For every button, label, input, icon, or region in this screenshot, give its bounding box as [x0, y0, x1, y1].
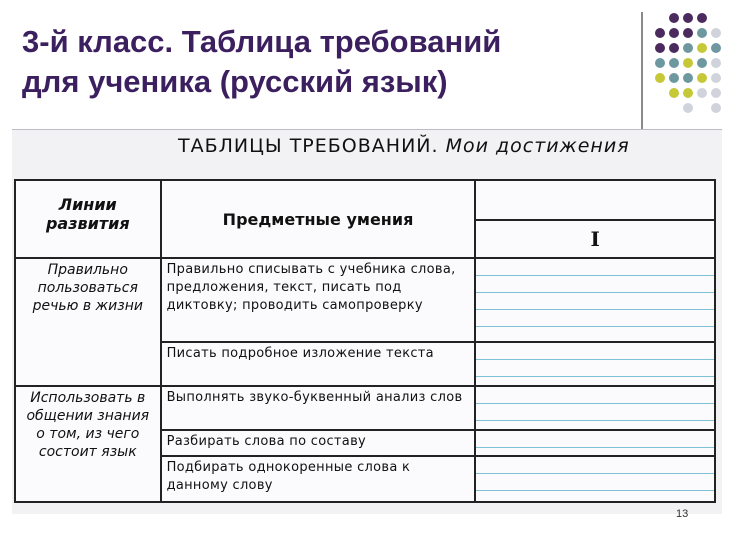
title-line-2: для ученика (русский язык) [22, 64, 448, 99]
decorative-dot [669, 13, 679, 23]
page-number: 13 [676, 508, 689, 520]
decorative-dot [683, 43, 693, 53]
decorative-dot [669, 73, 679, 83]
decorative-dot [697, 58, 707, 68]
skill-cell: Выполнять звуко-буквенный анализ слов [161, 386, 476, 430]
table-heading [178, 135, 630, 157]
table-row [15, 258, 715, 342]
decorative-dot [683, 28, 693, 38]
column-header-skills: Предметные умения [161, 180, 476, 258]
decorative-dot [711, 73, 721, 83]
decorative-dot [683, 73, 693, 83]
table-heading-main: ТАБЛИЦЫ ТРЕБОВАНИЙ. [178, 135, 439, 157]
decorative-dot [711, 103, 721, 113]
decorative-dot-grid [654, 13, 724, 123]
column-header-lines: Линии развития [15, 180, 161, 258]
column-header-roman: I [475, 220, 715, 258]
decorative-dot [655, 43, 665, 53]
decorative-dot [711, 88, 721, 98]
decorative-dot [655, 58, 665, 68]
slide-title [22, 22, 612, 102]
decorative-dot [711, 43, 721, 53]
decorative-dot [669, 43, 679, 53]
skill-cell: Правильно списывать с учебника слова, предложения, текст, писать под диктовку; проводить самопроверку [161, 258, 476, 342]
decorative-dot [697, 88, 707, 98]
decorative-dot [683, 88, 693, 98]
achievement-cell[interactable] [475, 430, 715, 456]
achievement-cell[interactable] [475, 258, 715, 342]
decorative-dot [697, 43, 707, 53]
achievement-header-blank [475, 180, 715, 220]
requirements-table [14, 179, 716, 503]
decorative-dot [697, 13, 707, 23]
table-row [15, 386, 715, 430]
header-row [15, 180, 715, 220]
decorative-dot [697, 73, 707, 83]
decorative-dot [683, 103, 693, 113]
skill-cell: Разбирать слова по составу [161, 430, 476, 456]
development-line-cell: Правильно пользоваться речью в жизни [15, 258, 161, 386]
achievement-cell[interactable] [475, 342, 715, 386]
achievement-cell[interactable] [475, 456, 715, 502]
decorative-dot [697, 28, 707, 38]
development-line-cell: Использовать в общении знания о том, из чего состоит язык [15, 386, 161, 502]
decorative-dot [711, 58, 721, 68]
decorative-dot [655, 73, 665, 83]
decorative-dot [683, 13, 693, 23]
decorative-dot [669, 58, 679, 68]
decorative-dot [669, 88, 679, 98]
decorative-dot [711, 28, 721, 38]
decorative-divider [641, 12, 643, 130]
table-heading-achievements: Мои достижения [445, 135, 630, 157]
textbook-page-scan [12, 129, 722, 514]
skill-cell: Подбирать однокоренные слова к данному слову [161, 456, 476, 502]
achievement-cell[interactable] [475, 386, 715, 430]
decorative-dot [669, 28, 679, 38]
title-line-1: 3-й класс. Таблица требований [22, 24, 502, 59]
skill-cell: Писать подробное изложение текста [161, 342, 476, 386]
decorative-dot [655, 28, 665, 38]
decorative-dot [683, 58, 693, 68]
